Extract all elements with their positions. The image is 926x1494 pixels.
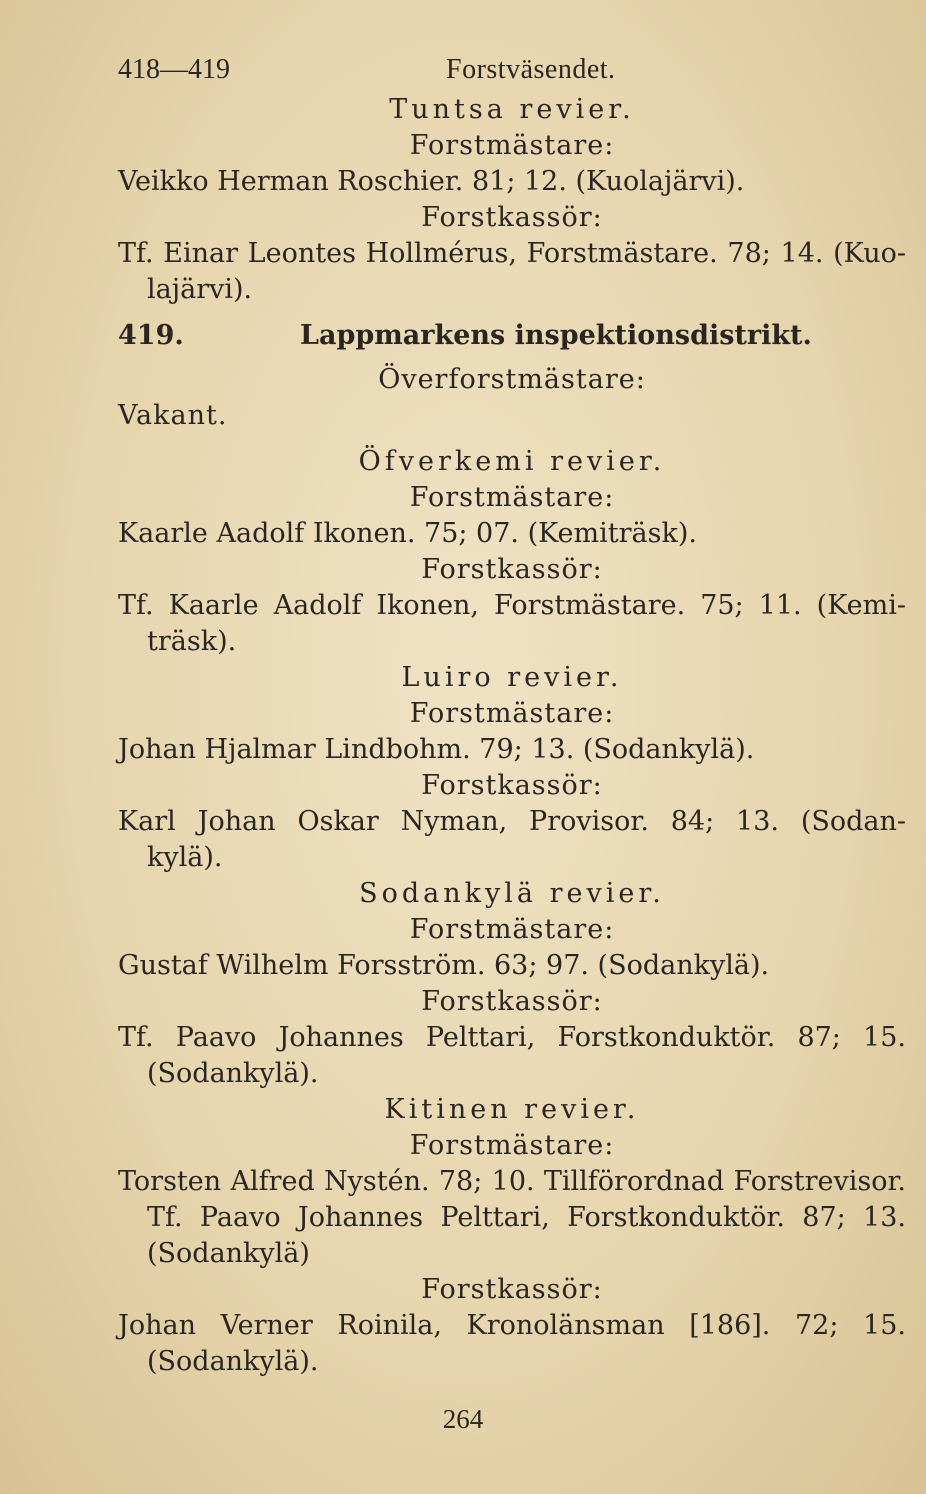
role-label-forstkassor: Forstkassör:: [421, 1274, 603, 1305]
page-content: [118, 52, 906, 1380]
role-label-forstkassor: Forstkassör:: [421, 202, 603, 233]
section-title-kitinen: Kitinen revier.: [384, 1094, 640, 1125]
district-name: Lappmarkens inspektionsdistrikt.: [300, 320, 812, 351]
entry-forstkassor-line1: Johan Verner Roinila, Kronolänsman [186]. 72; 15.: [118, 1310, 906, 1341]
entry-forstkassor-line1: Tf. Kaarle Aadolf Ikonen, Forstmästare. 75; 11. (Kemi-: [118, 590, 906, 621]
district-heading: [118, 318, 906, 362]
entry-forstmastare-line1: Torsten Alfred Nystén. 78; 10. Tillförordnad Forstrevisor.: [118, 1166, 906, 1197]
entry-forstkassor-line2: lajärvi).: [147, 274, 253, 305]
entry-forstkassor-line1: Karl Johan Oskar Nyman, Provisor. 84; 13. (Sodan-: [118, 806, 906, 837]
role-label-forstmastare: Forstmästare:: [409, 482, 615, 513]
entry-forstmastare-line3: (Sodankylä): [147, 1238, 310, 1269]
entry-forstkassor-line1: Tf. Paavo Johannes Pelttari, Forstkonduktör. 87; 15.: [118, 1022, 906, 1053]
entry-forstmastare: Johan Hjalmar Lindbohm. 79; 13. (Sodankylä).: [118, 734, 755, 765]
entry-forstmastare: Kaarle Aadolf Ikonen. 75; 07. (Kemiträsk).: [118, 518, 697, 549]
role-label-forstmastare: Forstmästare:: [409, 914, 615, 945]
entry-forstkassor-line2: (Sodankylä).: [147, 1058, 319, 1089]
section-title-luiro: Luiro revier.: [401, 662, 623, 693]
role-label-forstkassor: Forstkassör:: [421, 770, 603, 801]
running-header: [118, 52, 906, 92]
entry-overforstmastare: Vakant.: [118, 400, 228, 431]
role-label-overforstmastare: Överforstmästare:: [378, 364, 646, 395]
entry-forstmastare: Gustaf Wilhelm Forsström. 63; 97. (Sodankylä).: [118, 950, 770, 981]
district-number: 419.: [118, 320, 184, 351]
section-title-tuntsa: Tuntsa revier.: [389, 94, 635, 125]
section-title-sodankyla: Sodankylä revier.: [359, 878, 665, 909]
role-label-forstmastare: Forstmästare:: [409, 698, 615, 729]
entry-forstkassor-line2: kylä).: [147, 842, 223, 873]
header-page-range: 418—419: [118, 54, 230, 85]
role-label-forstkassor: Forstkassör:: [421, 986, 603, 1017]
entry-forstkassor-line1: Tf. Einar Leontes Hollmérus, Forstmästare. 78; 14. (Kuo-: [118, 238, 906, 269]
entry-forstmastare: Veikko Herman Roschier. 81; 12. (Kuolajärvi).: [118, 166, 745, 197]
entry-forstkassor-line2: träsk).: [147, 626, 237, 657]
page-number: 264: [442, 1404, 484, 1434]
entry-forstmastare-line2: Tf. Paavo Johannes Pelttari, Forstkonduktör. 87; 13.: [147, 1202, 906, 1233]
entry-forstkassor-line2: (Sodankylä).: [147, 1346, 319, 1377]
role-label-forstmastare: Forstmästare:: [409, 1130, 615, 1161]
role-label-forstmastare: Forstmästare:: [409, 130, 615, 161]
role-label-forstkassor: Forstkassör:: [421, 554, 603, 585]
header-title: Forstväsendet.: [446, 54, 616, 85]
section-title-ofverkemi: Öfverkemi revier.: [358, 446, 666, 477]
